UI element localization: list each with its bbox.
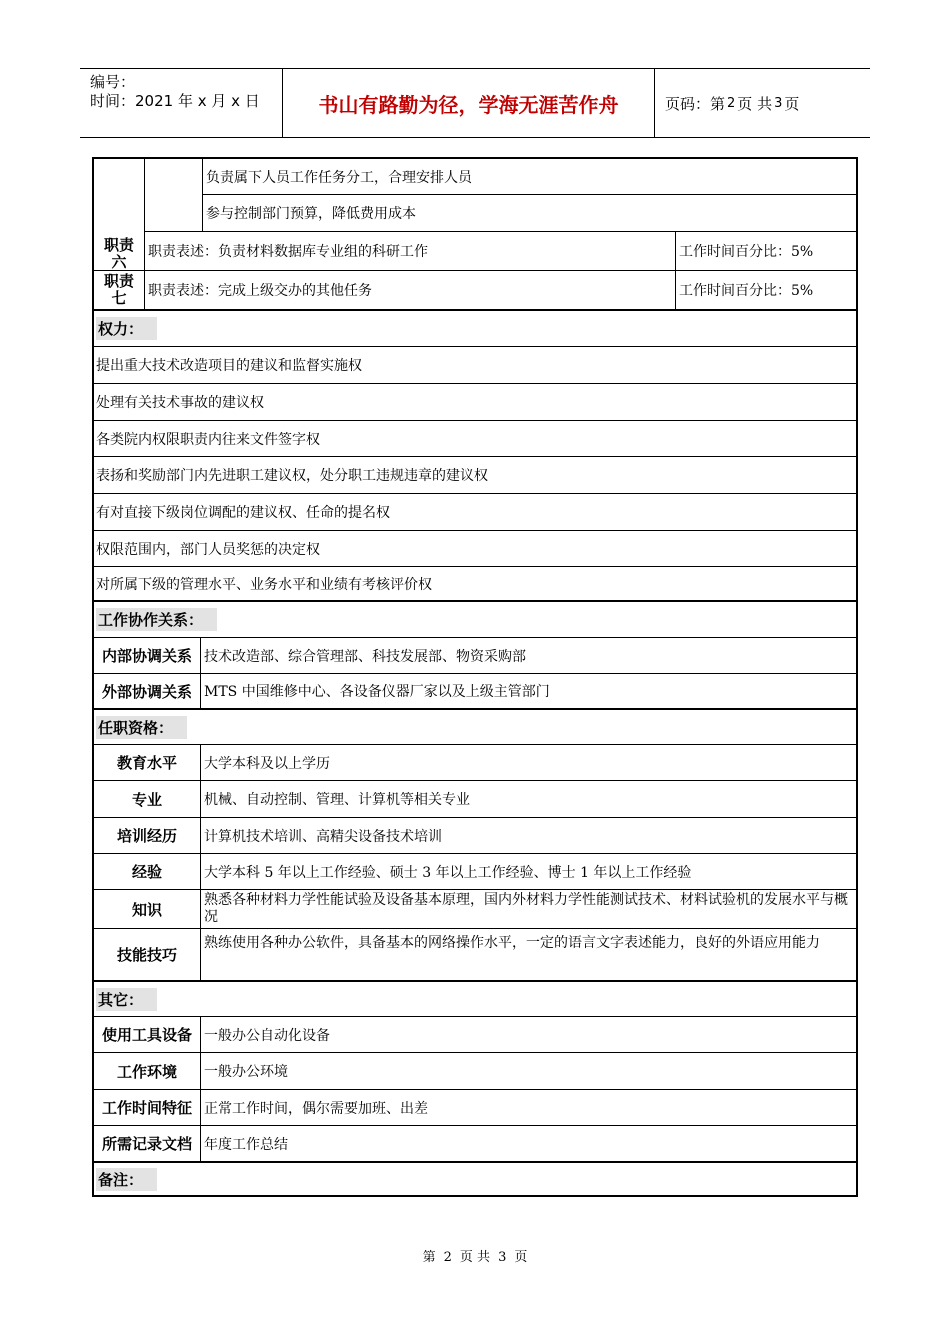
page-header xyxy=(80,68,870,138)
major-label: 专业 xyxy=(131,790,162,809)
authority-item: 表扬和奖励部门内先进职工建议权，处分职工违规违章的建议权 xyxy=(96,468,488,484)
skills-label: 技能技巧 xyxy=(116,946,177,964)
footer-suffix: 页 xyxy=(514,1250,528,1265)
major-value: 机械、自动控制、管理、计算机等相关专业 xyxy=(204,792,470,808)
authority-item: 处理有关技术事故的建议权 xyxy=(96,395,264,411)
work-time-value: 正常工作时间，偶尔需要加班、出差 xyxy=(204,1100,428,1117)
grid-line xyxy=(202,159,203,231)
authority-item: 权限范围内，部门人员奖惩的决定权 xyxy=(96,541,320,558)
duty7-description: 职责表述：完成上级交办的其他任务 xyxy=(148,283,372,299)
training-label: 培训经历 xyxy=(116,827,177,845)
authority-title-text: 权力： xyxy=(96,317,157,340)
documents-value: 年度工作总结 xyxy=(204,1136,288,1153)
page-footer xyxy=(0,1246,950,1265)
footer-mid: 页 共 xyxy=(459,1250,491,1265)
skills-value: 熟练使用各种办公软件，具备基本的网络操作水平，一定的语言文字表述能力，良好的外语应用能力 xyxy=(204,935,820,951)
qualifications-title-text: 任职资格： xyxy=(96,716,187,739)
authority-item: 对所属下级的管理水平、业务水平和业绩有考核评价权 xyxy=(96,576,432,593)
internal-relations-label: 内部协调关系 xyxy=(101,647,192,665)
header-divider xyxy=(654,69,655,137)
education-value: 大学本科及以上学历 xyxy=(204,755,330,772)
knowledge-value: 熟悉各种材料力学性能试验及设备基本原理，国内外材料力学性能测试技术、材料试验机的发展水平与概况 xyxy=(204,892,848,925)
duty7-percentage: 工作时间百分比：5% xyxy=(679,283,814,299)
header-meta xyxy=(90,73,260,111)
work-time-label: 工作时间特征 xyxy=(101,1099,192,1117)
education-label: 教育水平 xyxy=(116,754,177,772)
knowledge-label: 知识 xyxy=(131,900,162,919)
tools-value: 一般办公自动化设备 xyxy=(204,1027,330,1044)
training-value: 计算机技术培训、高精尖设备技术培训 xyxy=(204,828,442,845)
relations-title-text: 工作协作关系： xyxy=(96,608,217,631)
internal-relations-value: 技术改造部、综合管理部、科技发展部、物资采购部 xyxy=(204,648,526,665)
page-total: 3 xyxy=(774,95,783,111)
documents-label: 所需记录文档 xyxy=(101,1135,192,1153)
experience-label: 经验 xyxy=(131,863,162,881)
experience-value: 大学本科 5 年以上工作经验、硕士 3 年以上工作经验、博士 1 年以上工作经验 xyxy=(204,864,692,881)
authority-title xyxy=(96,311,854,346)
duty6-description: 职责表述：负责材料数据库专业组的科研工作 xyxy=(148,244,428,260)
page-prefix: 页码：第 xyxy=(665,94,726,113)
other-title xyxy=(96,982,854,1016)
duty7-label xyxy=(94,271,144,309)
header-motto: 书山有路勤为径，学海无涯苦作舟 xyxy=(318,92,619,117)
date-label: 时间：2021 年 x 月 x 日 xyxy=(90,92,260,110)
remarks-title xyxy=(96,1163,854,1195)
footer-prefix: 第 xyxy=(422,1250,436,1265)
page-mid: 页 共 xyxy=(737,94,773,113)
number-label: 编号： xyxy=(90,73,136,91)
duty6-label-text: 职责六 xyxy=(103,235,134,271)
environment-label: 工作环境 xyxy=(116,1062,177,1081)
duty6-percentage: 工作时间百分比：5% xyxy=(679,244,814,260)
page-suffix: 页 xyxy=(784,94,800,113)
duty7-label-text: 职责七 xyxy=(103,272,134,307)
duty6-task-2: 参与控制部门预算，降低费用成本 xyxy=(206,206,416,222)
tools-label: 使用工具设备 xyxy=(101,1026,192,1044)
authority-item: 提出重大技术改造项目的建议和监督实施权 xyxy=(96,358,362,374)
job-description-table xyxy=(92,157,858,1197)
page-current: 2 xyxy=(727,95,736,111)
duty6-task-1: 负责属下人员工作任务分工，合理安排人员 xyxy=(206,169,472,186)
remarks-title-text: 备注： xyxy=(96,1168,157,1191)
authority-item: 各类院内权限职责内往来文件签字权 xyxy=(96,431,320,448)
relations-title xyxy=(96,602,854,637)
external-relations-value: MTS 中国维修中心、各设备仪器厂家以及上级主管部门 xyxy=(204,684,550,700)
footer-current: 2 xyxy=(443,1250,452,1265)
duty6-label xyxy=(94,231,144,270)
qualifications-title xyxy=(96,710,854,744)
grid-line xyxy=(144,159,145,309)
footer-total: 3 xyxy=(498,1250,507,1265)
environment-value: 一般办公环境 xyxy=(204,1064,288,1080)
authority-item: 有对直接下级岗位调配的建议权、任命的提名权 xyxy=(96,505,390,521)
header-page-number xyxy=(665,69,799,137)
other-title-text: 其它： xyxy=(96,988,157,1011)
external-relations-label: 外部协调关系 xyxy=(101,682,192,701)
